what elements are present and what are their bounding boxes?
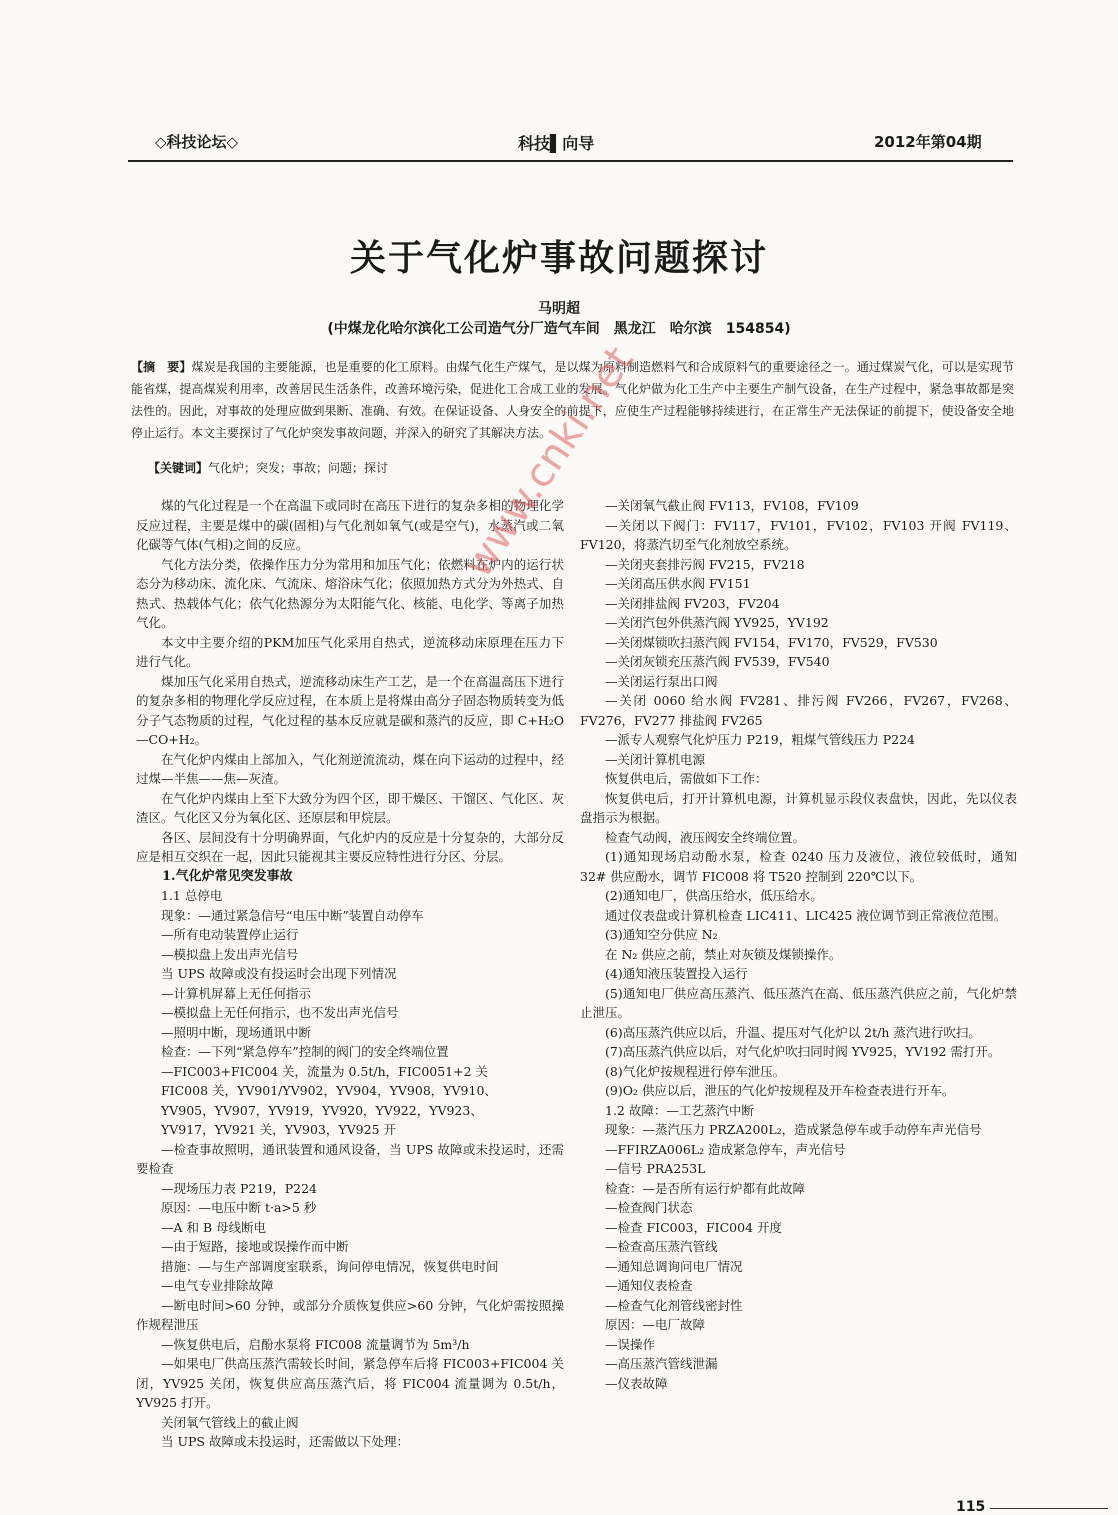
journal-section-label: ◇科技论坛◇ <box>155 133 239 151</box>
body-paragraph: —关闭夹套排污阀 FV215，FV218 <box>605 556 805 572</box>
body-paragraph: —现场压力表 P219，P224 <box>161 1180 318 1196</box>
abstract-text: 煤炭是我国的主要能源，也是重要的化工原料。由煤气化生产煤气，是以煤为原料制造燃料气和合成原料气的重要途径之一。通过煤炭气化，可以是实现节能省煤，提高煤炭利用率，改善居民生活条件，改善环境污染，促进化工合成工业的发展。气化炉做为化工生产中主要生产制气设备，在生产过程中，紧急事故都是突法性的。因此，对事故的处理应做到果断、准确、有效。在保证设备、人身安全的前提下，应使生产过程能够持续进行，在正常生产无法保证的前提下，使设备安全地停止运行。本文主要探讨了气化炉突发事故问题，并深入的研究了其解决方法。 <box>131 360 1014 440</box>
body-paragraph: 检查：—是否所有运行炉都有此故障 <box>605 1180 806 1196</box>
body-paragraph: 本文中主要介绍的PKM加压气化采用自热式，逆流移动床原理在压力下进行气化。 <box>136 634 564 669</box>
body-paragraph: —信号 PRA253L <box>605 1161 706 1176</box>
body-paragraph: —A 和 B 母线断电 <box>161 1219 267 1235</box>
body-paragraph: —FFIRZA006L₂ 造成紧急停车，声光信号 <box>605 1141 846 1157</box>
body-paragraph: —断电时间>60 分钟，或部分介质恢复供应>60 分钟，气化炉需按照操作规程泄压 <box>136 1297 564 1332</box>
body-paragraph: —所有电动装置停止运行 <box>161 927 299 942</box>
body-paragraph: —关闭高压供水阀 FV151 <box>605 576 751 591</box>
body-paragraph: 现象：—蒸汽压力 PRZA200L₂，造成紧急停车或手动停车声光信号 <box>605 1122 982 1137</box>
body-paragraph: 在气化炉内煤由上部加入，气化剂逆流流动，煤在向下运动的过程中，经过煤—半焦——焦—灰渣。 <box>136 751 564 786</box>
body-paragraph: —关闭灰锁充压蒸汽阀 FV539，FV540 <box>605 654 830 669</box>
body-paragraph: —误操作 <box>605 1336 656 1352</box>
body-paragraph: —模拟盘上无任何指示，也不发出声光信号 <box>161 1005 399 1020</box>
body-paragraph: 在 N₂ 供应之前，禁止对灰锁及煤锁操作。 <box>605 946 842 962</box>
keywords-text: 气化炉；突发；事故；问题；探讨 <box>208 461 389 475</box>
body-paragraph: 气化方法分类，依操作压力分为常用和加压气化；依燃料在炉内的运行状态分为移动床、流化床、气流床、熔浴床气化；依照加热方式分为外热式、自热式、热载体气化；依气化热源分为太阳能气化、核能、电化学、等离子加热气化。 <box>136 556 564 630</box>
body-paragraph: —关闭计算机电源 <box>605 751 706 767</box>
body-paragraph: 在气化炉内煤由上至下大致分为四个区，即干燥区、干馏区、气化区、灰渣区。气化区又分为氧化区、还原层和甲烷层。 <box>136 790 564 825</box>
body-paragraph: (8)气化炉按规程进行停车泄压。 <box>605 1063 786 1079</box>
body-paragraph: 煤的气化过程是一个在高温下或同时在高压下进行的复杂多相的物理化学反应过程，主要是煤中的碳(固相)与气化剂如氧气(或是空气)，水蒸汽或二氧化碳等气体(气相)之间的反应。 <box>136 498 564 552</box>
body-paragraph: —关闭 0060 给水阀 FV281、排污阀 FV266，FV267，FV268、FV276，FV277 排盐阀 FV265 <box>580 693 1017 728</box>
body-paragraph: —恢复供电后，启酚水泵将 FIC008 流量调节为 5m³/h <box>161 1336 470 1352</box>
body-paragraph: —关闭氧气截止阀 FV113，FV108，FV109 <box>605 498 859 513</box>
keywords <box>148 458 1008 478</box>
body-paragraph: —检查事故照明，通讯装置和通风设备，当 UPS 故障或未投运时，还需要检查 <box>136 1141 564 1176</box>
journal-name: 科技▌向导 <box>518 134 595 153</box>
body-paragraph: 煤加压气化采用自热式，逆流移动床生产工艺，是一个在高温高压下进行的复杂多相的物理化学反应过程，在本质上是将煤由高分子固态物质转变为低分子气态物质的过程，气化过程的基本反应就是碳和蒸汽的反应，即 C+H₂O—CO+H₂。 <box>136 673 564 747</box>
body-paragraph: 当 UPS 故障或未投运时，还需做以下处理： <box>161 1434 409 1449</box>
body-paragraph: 原因：—电厂故障 <box>605 1317 706 1332</box>
body-paragraph: —关闭汽包外供蒸汽阀 YV925，YV192 <box>605 615 829 630</box>
body-paragraph: —关闭排盐阀 FV203，FV204 <box>605 595 780 611</box>
body-paragraph: 关闭氧气管线上的截止阀 <box>161 1414 299 1430</box>
body-paragraph: 措施：—与生产部调度室联系，询问停电情况，恢复供电时间 <box>161 1258 499 1274</box>
body-paragraph: —计算机屏幕上无任何指示 <box>161 985 312 1001</box>
header-rule <box>128 160 1013 162</box>
watermark-text: www.cnki.net <box>455 338 643 586</box>
body-paragraph: FIC008 关，YV901/YV902，YV904，YV908，YV910、 <box>161 1083 497 1098</box>
body-paragraph: —照明中断，现场通讯中断 <box>161 1024 312 1040</box>
footer-rule <box>990 1508 1108 1509</box>
body-paragraph: YV917，YV921 关，YV903，YV925 开 <box>161 1122 396 1137</box>
body-paragraph: —电气专业排除故障 <box>161 1278 274 1293</box>
body-paragraph: (3)通知空分供应 N₂ <box>605 927 718 942</box>
article-title: 关于气化炉事故问题探讨 <box>349 237 768 279</box>
body-paragraph: —关闭运行泵出口阀 <box>605 673 718 689</box>
body-paragraph: 检查气动阀，液压阀安全终端位置。 <box>605 829 806 845</box>
body-paragraph: (5)通知电厂供应高压蒸汽、低压蒸汽在高、低压蒸汽供应之前，气化炉禁止泄压。 <box>580 985 1017 1020</box>
watermark <box>455 338 643 586</box>
body-paragraph: —如果电厂供高压蒸汽需较长时间，紧急停车后将 FIC003+FIC004 关闭，YV925 关闭，恢复供应高压蒸汽后，将 FIC004 流量调为 0.5t/h，YV925 打开。 <box>136 1356 564 1410</box>
body-paragraph: 原因：—电压中断 t·a>5 秒 <box>161 1200 317 1215</box>
body-paragraph: (2)通知电厂，供高压给水，低压给水。 <box>605 888 823 903</box>
keywords-label: 【关键词】 <box>148 461 209 475</box>
body-paragraph: —检查高压蒸汽管线 <box>605 1239 718 1254</box>
body-paragraph: 当 UPS 故障或没有投运时会出现下列情况 <box>161 966 397 981</box>
body-paragraph: 通过仪表盘或计算机检查 LIC411、LIC425 液位调节到正常液位范围。 <box>605 907 1007 923</box>
body-paragraph: —由于短路，接地或误操作而中断 <box>161 1239 349 1254</box>
body-paragraph: (6)高压蒸汽供应以后，升温、提压对气化炉以 2t/h 蒸汽进行吹扫。 <box>605 1024 981 1040</box>
body-paragraph: 恢复供电后，打开计算机电源，计算机显示段仪表盘快，因此，先以仪表盘指示为根据。 <box>580 790 1017 825</box>
body-paragraph: YV905，YV907，YV919，YV920，YV922，YV923、 <box>161 1102 483 1118</box>
body-paragraph: 1.2 故障：—工艺蒸汽中断 <box>605 1102 754 1118</box>
body-paragraph: —检查阀门状态 <box>605 1200 693 1215</box>
body-paragraph: —关闭煤锁吹扫蒸汽阀 FV154，FV170，FV529，FV530 <box>605 634 938 650</box>
body-paragraph: —派专人观察气化炉压力 P219，粗煤气管线压力 P224 <box>605 732 915 747</box>
body-paragraph: —检查 FIC003，FIC004 开度 <box>605 1219 783 1235</box>
section-heading: 1.气化炉常见突发事故 <box>162 868 293 884</box>
author-affiliation: (中煤龙化哈尔滨化工公司造气分厂造气车间 黑龙江 哈尔滨 154854) <box>327 321 791 337</box>
body-paragraph: —通知仪表检查 <box>605 1278 693 1293</box>
body-right-column <box>580 496 1017 1393</box>
body-paragraph: 恢复供电后，需做如下工作： <box>605 771 768 786</box>
body-paragraph: (4)通知液压装置投入运行 <box>605 966 748 981</box>
body-paragraph: (9)O₂ 供应以后，泄压的气化炉按规程及开车检查表进行开车。 <box>605 1083 955 1098</box>
body-paragraph: 现象：—通过紧急信号“电压中断”装置自动停车 <box>161 907 424 923</box>
body-paragraph: (1)通知现场启动酚水泵，检查 0240 压力及液位，液位较低时，通知 32# 供应酚水，调节 FIC008 将 T520 控制到 220℃以下。 <box>580 849 1017 884</box>
abstract-label: 【摘 要】 <box>131 360 192 374</box>
body-paragraph: —高压蒸汽管线泄漏 <box>605 1356 718 1371</box>
body-paragraph: —FIC003+FIC004 关，流量为 0.5t/h，FIC0051+2 关 <box>161 1063 489 1079</box>
body-left-column <box>136 496 564 1452</box>
body-paragraph: 各区、层间没有十分明确界面，气化炉内的反应是十分复杂的，大部分反应是相互交织在一起，因此只能视其主要反应特性进行分区、分层。 <box>136 829 564 864</box>
body-paragraph: —通知总调询问电厂情况 <box>605 1258 743 1274</box>
issue-label: 2012年第04期 <box>874 133 982 151</box>
body-paragraph: 1.1 总停电 <box>161 888 223 903</box>
body-paragraph: (7)高压蒸汽供应以后，对气化炉吹扫同时阀 YV925，YV192 需打开。 <box>605 1044 1001 1059</box>
body-paragraph: 检查：—下列“紧急停车”控制的阀门的安全终端位置 <box>161 1044 449 1059</box>
body-paragraph: —仪表故障 <box>605 1375 668 1391</box>
page-number: 115 <box>956 1499 986 1515</box>
body-paragraph: —检查气化剂管线密封性 <box>605 1297 743 1313</box>
body-paragraph: —关闭以下阀门：FV117，FV101，FV102，FV103 开阀 FV119、FV120，将蒸汽切至气化剂放空系统。 <box>580 517 1017 552</box>
body-paragraph: —模拟盘上发出声光信号 <box>161 946 299 962</box>
author-name: 马明超 <box>538 301 580 317</box>
